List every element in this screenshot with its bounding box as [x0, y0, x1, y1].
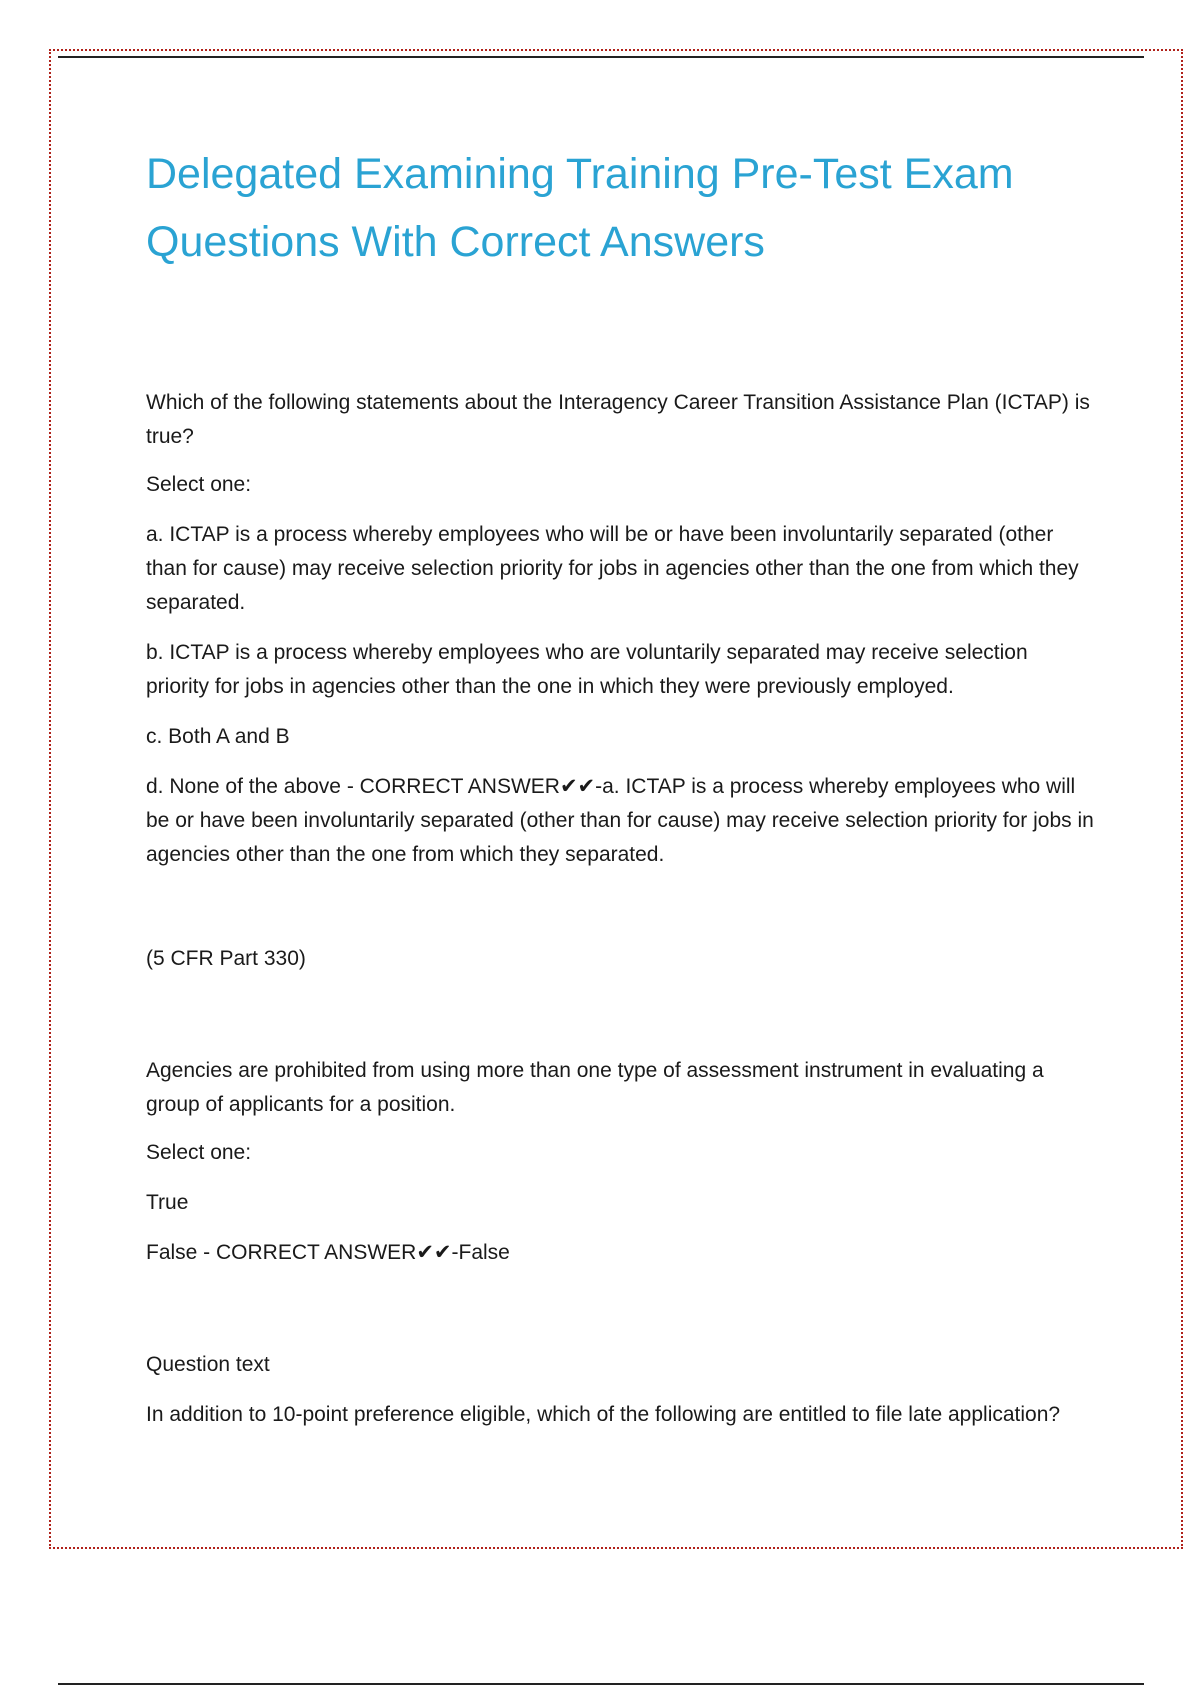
question-stem: In addition to 10-point preference eligible, which of the following are entitled to file late application? [146, 1403, 1061, 1426]
answer-option-false-correct: False - CORRECT ANSWER✔✔-False [146, 1241, 510, 1264]
question-stem: Agencies are prohibited from using more than one type of assessment instrument in evaluating a group of applicants for a position. [146, 1059, 1044, 1116]
question-2 [146, 1054, 1096, 1270]
select-one-label: Select one: [146, 473, 252, 496]
question-text-label: Question text [146, 1353, 270, 1376]
answer-option-c: c. Both A and B [146, 725, 290, 748]
answer-option-b: b. ICTAP is a process whereby employees who are voluntarily separated may receive selection priority for jobs in agencies other than the one in which they were previously employed. [146, 641, 1028, 698]
footer-rule [58, 1683, 1144, 1685]
reference-citation: (5 CFR Part 330) [146, 947, 306, 970]
answer-option-d-correct: d. None of the above - CORRECT ANSWER✔✔-a. ICTAP is a process whereby employees who will be or have been involuntarily separated (other than for cause) may receive selection priority for jobs in agencies other than the one from which they separated. [146, 775, 1094, 866]
select-one-label: Select one: [146, 1141, 252, 1164]
header-rule [58, 56, 1144, 58]
question-3 [146, 1348, 1096, 1432]
question-stem: Which of the following statements about the Interagency Career Transition Assistance Plan (ICTAP) is true? [146, 391, 1090, 448]
answer-option-a: a. ICTAP is a process whereby employees who will be or have been involuntarily separated (other than for cause) may receive selection priority for jobs in agencies other than the one from which they separated. [146, 523, 1079, 614]
answer-option-true: True [146, 1191, 189, 1214]
document-body [146, 140, 1096, 1446]
question-1 [146, 386, 1096, 976]
document-title: Delegated Examining Training Pre-Test Exam Questions With Correct Answers [146, 150, 1014, 266]
